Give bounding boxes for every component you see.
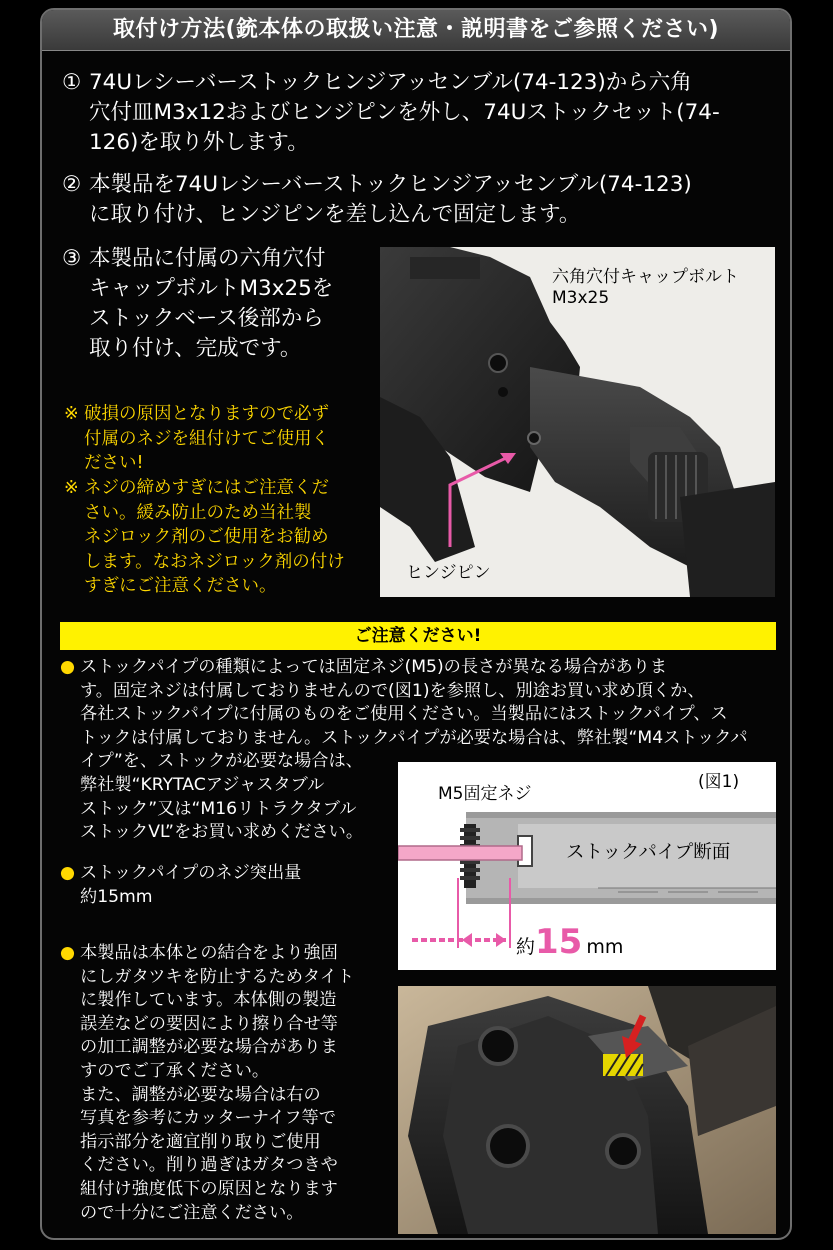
step-line: 本製品を74Uレシーバーストックヒンジアッセンブル(74-123)	[89, 172, 692, 197]
bullet-line: 組付け強度低下の原因となります	[80, 1178, 338, 1199]
bullet-line: すのでご了承ください。	[80, 1060, 270, 1081]
note-line: 破損の原因となりますので必ず	[84, 404, 329, 424]
hinge-pin-label: ヒンジピン	[406, 563, 491, 583]
bullet-line: ストックパイプの種類によっては固定ネジ(M5)の長さが異なる場合がありま	[80, 657, 668, 677]
note-line: します。なおネジロック剤の付け	[84, 551, 345, 572]
bullet-line: 写真を参考にカッターナイフ等で	[80, 1108, 336, 1129]
step-3	[62, 244, 392, 364]
bullet-dot-icon: ●	[60, 863, 75, 883]
bullet-dot-icon: ●	[60, 657, 75, 677]
step-line: 取り付け、完成です。	[89, 336, 302, 361]
bullet-line: 誤差などの要因により擦り合せ等	[80, 1013, 338, 1034]
step-number: ③	[62, 246, 82, 271]
hinge-photo	[380, 247, 775, 597]
pin-pointer-arrow	[380, 247, 775, 597]
step-line: 穴付皿M3x12およびヒンジピンを外し、74Uストックセット(74-	[89, 100, 720, 125]
step-line: 本製品に付属の六角穴付	[89, 246, 326, 271]
bullet-line: 約15mm	[80, 886, 153, 907]
m5-screw-label: M5固定ネジ	[438, 784, 532, 804]
bolt-label-line: 六角穴付キャップボルト	[552, 267, 739, 287]
bullet-line: ストックパイプのネジ突出量	[80, 863, 302, 883]
bullet-line: イプ”を、ストックが必要な場合は、	[80, 751, 363, 772]
bullet-line: 指示部分を適宜削り取りご使用	[80, 1131, 321, 1152]
trimming-photo	[398, 986, 776, 1234]
warning-note-1	[64, 402, 374, 476]
bullet-line: ので十分にご注意ください。	[80, 1202, 304, 1223]
note-line: ださい!	[84, 453, 144, 473]
bullet-line: 弊社製“KRYTACアジャスタブル	[80, 774, 325, 795]
note-line: さい。緩み防止のため当社製	[84, 502, 312, 523]
step-1	[62, 68, 782, 158]
figure-1	[398, 762, 776, 970]
caution-bullet-3	[60, 942, 390, 1225]
step-line: ストックベース後部から	[89, 306, 324, 331]
bullet-line: ストック”又は“M16リトラクタブル	[80, 798, 357, 819]
step-line: 126)を取り外します。	[89, 130, 309, 155]
figure-label: (図1)	[698, 772, 740, 792]
note-line: ネジロック剤のご使用をお勧め	[84, 527, 329, 547]
step-number: ②	[62, 172, 82, 197]
warning-note-2	[64, 476, 374, 599]
note-mark: ※	[64, 478, 79, 498]
bullet-line: 各社ストックパイプに付属のものをご使用ください。当製品にはストックパイプ、ス	[80, 704, 728, 725]
note-line: ネジの締めすぎにはご注意くだ	[84, 478, 329, 498]
bullet-line: また、調整が必要な場合は右の	[80, 1084, 321, 1105]
bullet-line: 本製品は本体との結合をより強固	[80, 943, 338, 963]
note-line: 付属のネジを組付けてご使用く	[84, 428, 329, 449]
dimension-unit: mm	[586, 936, 624, 958]
bullet-line: ください。削り過ぎはガタつきや	[80, 1155, 338, 1176]
page-title: 取付け方法(銃本体の取扱い注意・説明書をご参照ください)	[42, 10, 790, 51]
step-line: 74Uレシーバーストックヒンジアッセンブル(74-123)から六角	[89, 70, 692, 95]
bullet-line: ストックVL”をお買い求めください。	[80, 822, 364, 843]
note-mark: ※	[64, 404, 79, 424]
bullet-line: にしガタツキを防止するためタイト	[80, 966, 355, 987]
caution-banner: ご注意ください!	[60, 622, 776, 650]
note-line: すぎにご注意ください。	[84, 576, 277, 596]
dimension-value: 15	[535, 922, 583, 962]
step-2	[62, 170, 782, 230]
bullet-line: に製作しています。本体側の製造	[80, 990, 337, 1011]
step-line: キャップボルトM3x25を	[89, 276, 334, 301]
bolt-label-line: M3x25	[552, 288, 610, 308]
trimming-illustration	[398, 986, 776, 1234]
bullet-dot-icon: ●	[60, 943, 75, 963]
caution-bullet-2	[60, 862, 390, 909]
step-number: ①	[62, 70, 82, 95]
dimension-label	[516, 922, 623, 962]
step-line: に取り付け、ヒンジピンを差し込んで固定します。	[89, 202, 581, 227]
bullet-line: す。固定ネジは付属しておりませんので(図1)を参照し、別途お買い求め頂くか、	[80, 680, 705, 701]
dimension-prefix: 約	[516, 936, 536, 958]
bullet-line: トックは付属しておりません。ストックパイプが必要な場合は、弊社製“M4ストックパ	[80, 727, 748, 748]
instruction-panel	[40, 8, 792, 1240]
bullet-line: の加工調整が必要な場合がありま	[80, 1037, 338, 1058]
pipe-section-label: ストックパイプ断面	[566, 842, 731, 863]
